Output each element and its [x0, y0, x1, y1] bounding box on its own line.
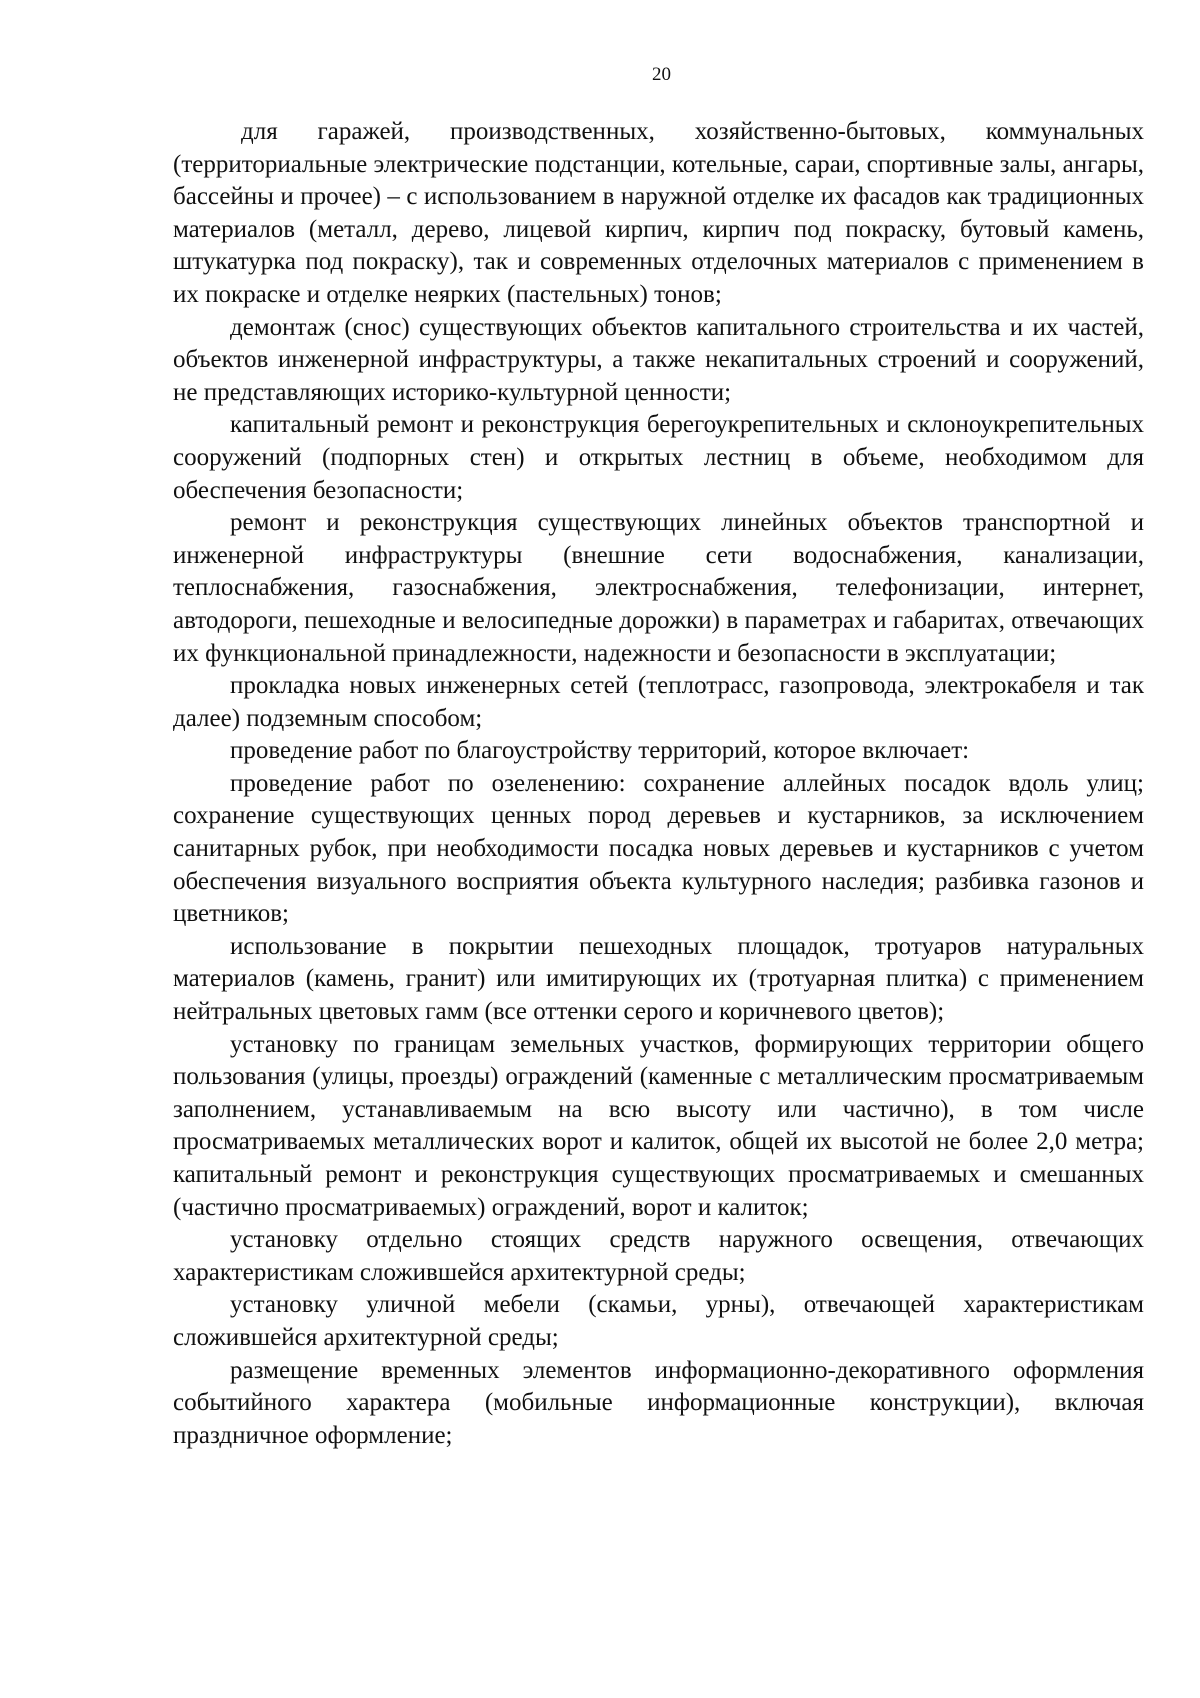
- paragraph: прокладка новых инженерных сетей (теплотрасс, газопровода, электрокабеля и так далее) подземным способом;: [173, 672, 1144, 732]
- page-number: 20: [652, 64, 671, 85]
- document-body: [173, 116, 1144, 1452]
- paragraph: ремонт и реконструкция существующих линейных объектов транспортной и инженерной инфраструктуры (внешние сети водоснабжения, канализации, теплоснабжения, газоснабжения, электроснабжения, телефонизации, интернет, автодороги, пешеходные и велосипедные дорожки) в параметрах и габаритах, отвечающих их функциональной принадлежности, надежности и безопасности в эксплуатации;: [173, 509, 1144, 667]
- paragraph: проведение работ по озеленению: сохранение аллейных посадок вдоль улиц; сохранение существующих ценных пород деревьев и кустарников, за исключением санитарных рубок, при необходимости посадка новых деревьев и кустарников с учетом обеспечения визуального восприятия объекта культурного наследия; разбивка газонов и цветников;: [173, 769, 1144, 928]
- paragraph: для гаражей, производственных, хозяйственно-бытовых, коммунальных (территориальные электрические подстанции, котельные, сараи, спортивные залы, ангары, бассейны и прочее) – с использованием в наружной отделке их фасадов как традиционных материалов (металл, дерево, лицевой кирпич, кирпич под покраску, бутовый камень, штукатурка под покраску), так и современных отделочных материалов с применением в их покраске и отделке неярких (пастельных) тонов;: [173, 118, 1144, 308]
- paragraph: демонтаж (снос) существующих объектов капитального строительства и их частей, объектов инженерной инфраструктуры, а также некапитальных строений и сооружений, не представляющих историко-культурной ценности;: [173, 313, 1144, 406]
- paragraph: размещение временных элементов информационно-декоративного оформления событийного характера (мобильные информационные конструкции), включая праздничное оформление;: [173, 1356, 1144, 1449]
- paragraph: установку уличной мебели (скамьи, урны), отвечающей характеристикам сложившейся архитектурной среды;: [173, 1291, 1144, 1351]
- paragraph: установку отдельно стоящих средств наружного освещения, отвечающих характеристикам сложившейся архитектурной среды;: [173, 1226, 1144, 1286]
- paragraph: использование в покрытии пешеходных площадок, тротуаров натуральных материалов (камень, гранит) или имитирующих их (тротуарная плитка) с применением нейтральных цветовых гамм (все оттенки серого и коричневого цветов);: [173, 932, 1144, 1026]
- paragraph: установку по границам земельных участков, формирующих территории общего пользования (улицы, проезды) ограждений (каменные с металлическим просматриваемым заполнением, устанавливаемым на всю высоту или частично), в том числе просматриваемых металлических ворот и калиток, общей их высотой не более 2,0 метра; капитальный ремонт и реконструкция существующих просматриваемых и смешанных (частично просматриваемых) ограждений, ворот и калиток;: [173, 1030, 1144, 1221]
- paragraph: капитальный ремонт и реконструкция берегоукрепительных и склоноукрепительных сооружений (подпорных стен) и открытых лестниц в объеме, необходимом для обеспечения безопасности;: [173, 411, 1144, 504]
- paragraph: проведение работ по благоустройству территорий, которое включает:: [230, 737, 970, 765]
